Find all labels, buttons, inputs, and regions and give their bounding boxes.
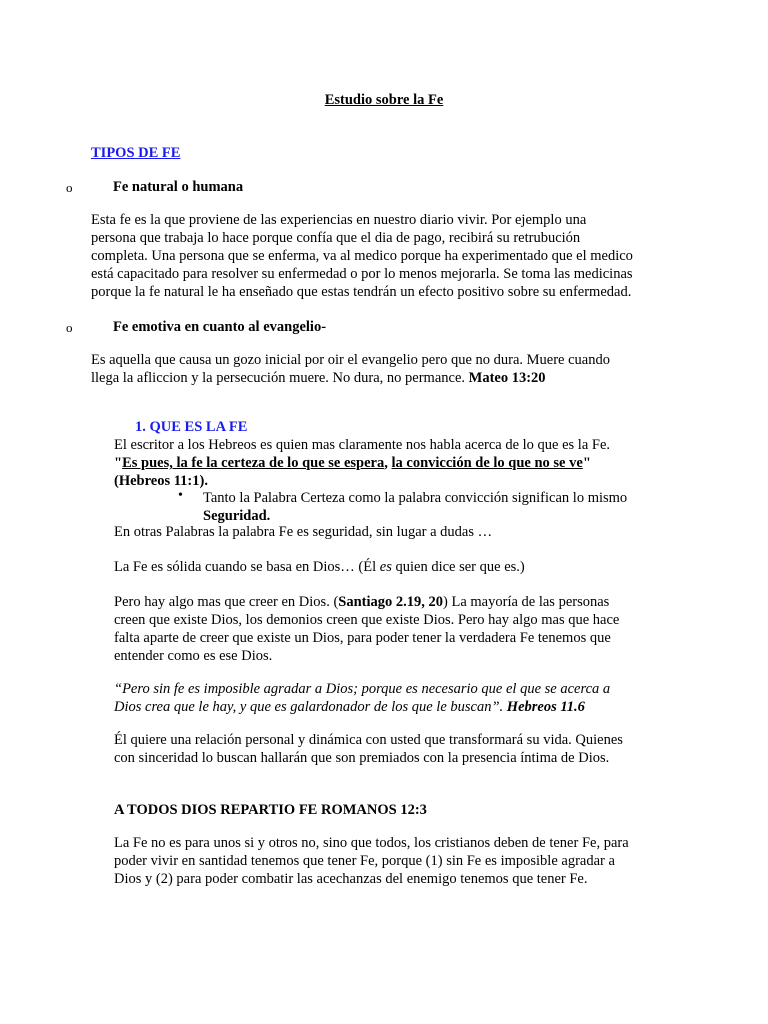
otras-palabras-line: En otras Palabras la palabra Fe es seguridad, sin lugar a dudas … bbox=[114, 524, 493, 540]
a-todos-heading: A TODOS DIOS REPARTIO FE ROMANOS 12:3 bbox=[114, 802, 427, 818]
hebreos-11-6-reference: Hebreos 11.6 bbox=[506, 699, 585, 715]
fe-solida-line: La Fe es sólida cuando se basa en Dios… (Él es quien dice ser que es.) bbox=[114, 559, 525, 575]
que-es-intro: El escritor a los Hebreos es quien mas claramente nos habla acerca de lo que es la Fe. "Es pues, la fe la certeza de lo que se espera, la convicción de lo que no se ve" (Hebreos 11:1). bbox=[114, 436, 674, 490]
document-title: Estudio sobre la Fe bbox=[324, 92, 444, 108]
hollow-bullet-icon: o bbox=[66, 180, 73, 195]
que-es-la-fe-heading: 1. QUE ES LA FE bbox=[135, 419, 248, 435]
santiago-reference: Santiago 2.19, 20 bbox=[338, 594, 444, 610]
relacion-personal-paragraph: Él quiere una relación personal y dinámica con usted que transformará su vida. Quienes con sinceridad lo buscan hallarán que son premiados con la presencia íntima de Dios. bbox=[114, 732, 623, 766]
solid-bullet-icon: • bbox=[178, 488, 183, 503]
tipos-de-fe-heading: TIPOS DE FE bbox=[91, 145, 181, 161]
hebreos-reference: (Hebreos 11:1). bbox=[114, 473, 208, 489]
fe-emotiva-heading: Fe emotiva en cuanto al evangelio- bbox=[113, 319, 327, 335]
certeza-bullet-item: Tanto la Palabra Certeza como la palabra convicción significan lo mismo Seguridad. bbox=[203, 490, 628, 524]
mateo-reference: Mateo 13:20 bbox=[468, 370, 546, 386]
pero-hay-algo-paragraph: Pero hay algo mas que creer en Dios. (Santiago 2.19, 20) La mayoría de las personas creen que existe Dios, los demonios creen que existe Dios. Pero hay algo mas que hace falta aparte de creer que existe un Dios, para poder tener la verdadera Fe tenemos que entender como es ese Dios. bbox=[114, 594, 620, 664]
fe-natural-paragraph: Esta fe es la que proviene de las experiencias en nuestro diario vivir. Por ejemplo una persona que trabaja lo hace porque confía que el dia de pago, recibirá su retrubución completa. Una persona que se enferma, va al medico porque ha experimentado que el medico está capacitado para resolver su enfermedad o por lo menos mejorarla. Se toma las medicinas porque la fe natural le ha enseñado que estas tendrán un efecto positivo sobre su enfermedad. bbox=[91, 212, 633, 300]
hebreos-quote: "Es pues, la fe la certeza de lo que se espera, la convicción de lo que no se ve" bbox=[114, 455, 591, 471]
fe-emotiva-paragraph: Es aquella que causa un gozo inicial por oir el evangelio pero que no dura. Muere cuando llega la afliccion y la persecución muere. No dura, no permance. Mateo 13:20 bbox=[91, 352, 610, 386]
fe-natural-heading: Fe natural o humana bbox=[113, 179, 244, 195]
hollow-bullet-icon: o bbox=[66, 320, 73, 335]
a-todos-paragraph: La Fe no es para unos si y otros no, sino que todos, los cristianos deben de tener Fe, para poder vivir en santidad tenemos que tener Fe, porque (1) sin Fe es imposible agradar a Dios y (2) para poder combatir las acechanzas del enemigo tenemos que tener Fe. bbox=[114, 835, 629, 887]
hebreos-11-6-quote: “Pero sin fe es imposible agradar a Dios; porque es necesario que el que se acerca a Dios crea que le hay, y que es galardonador de los que le buscan”. Hebreos 11.6 bbox=[114, 681, 611, 715]
